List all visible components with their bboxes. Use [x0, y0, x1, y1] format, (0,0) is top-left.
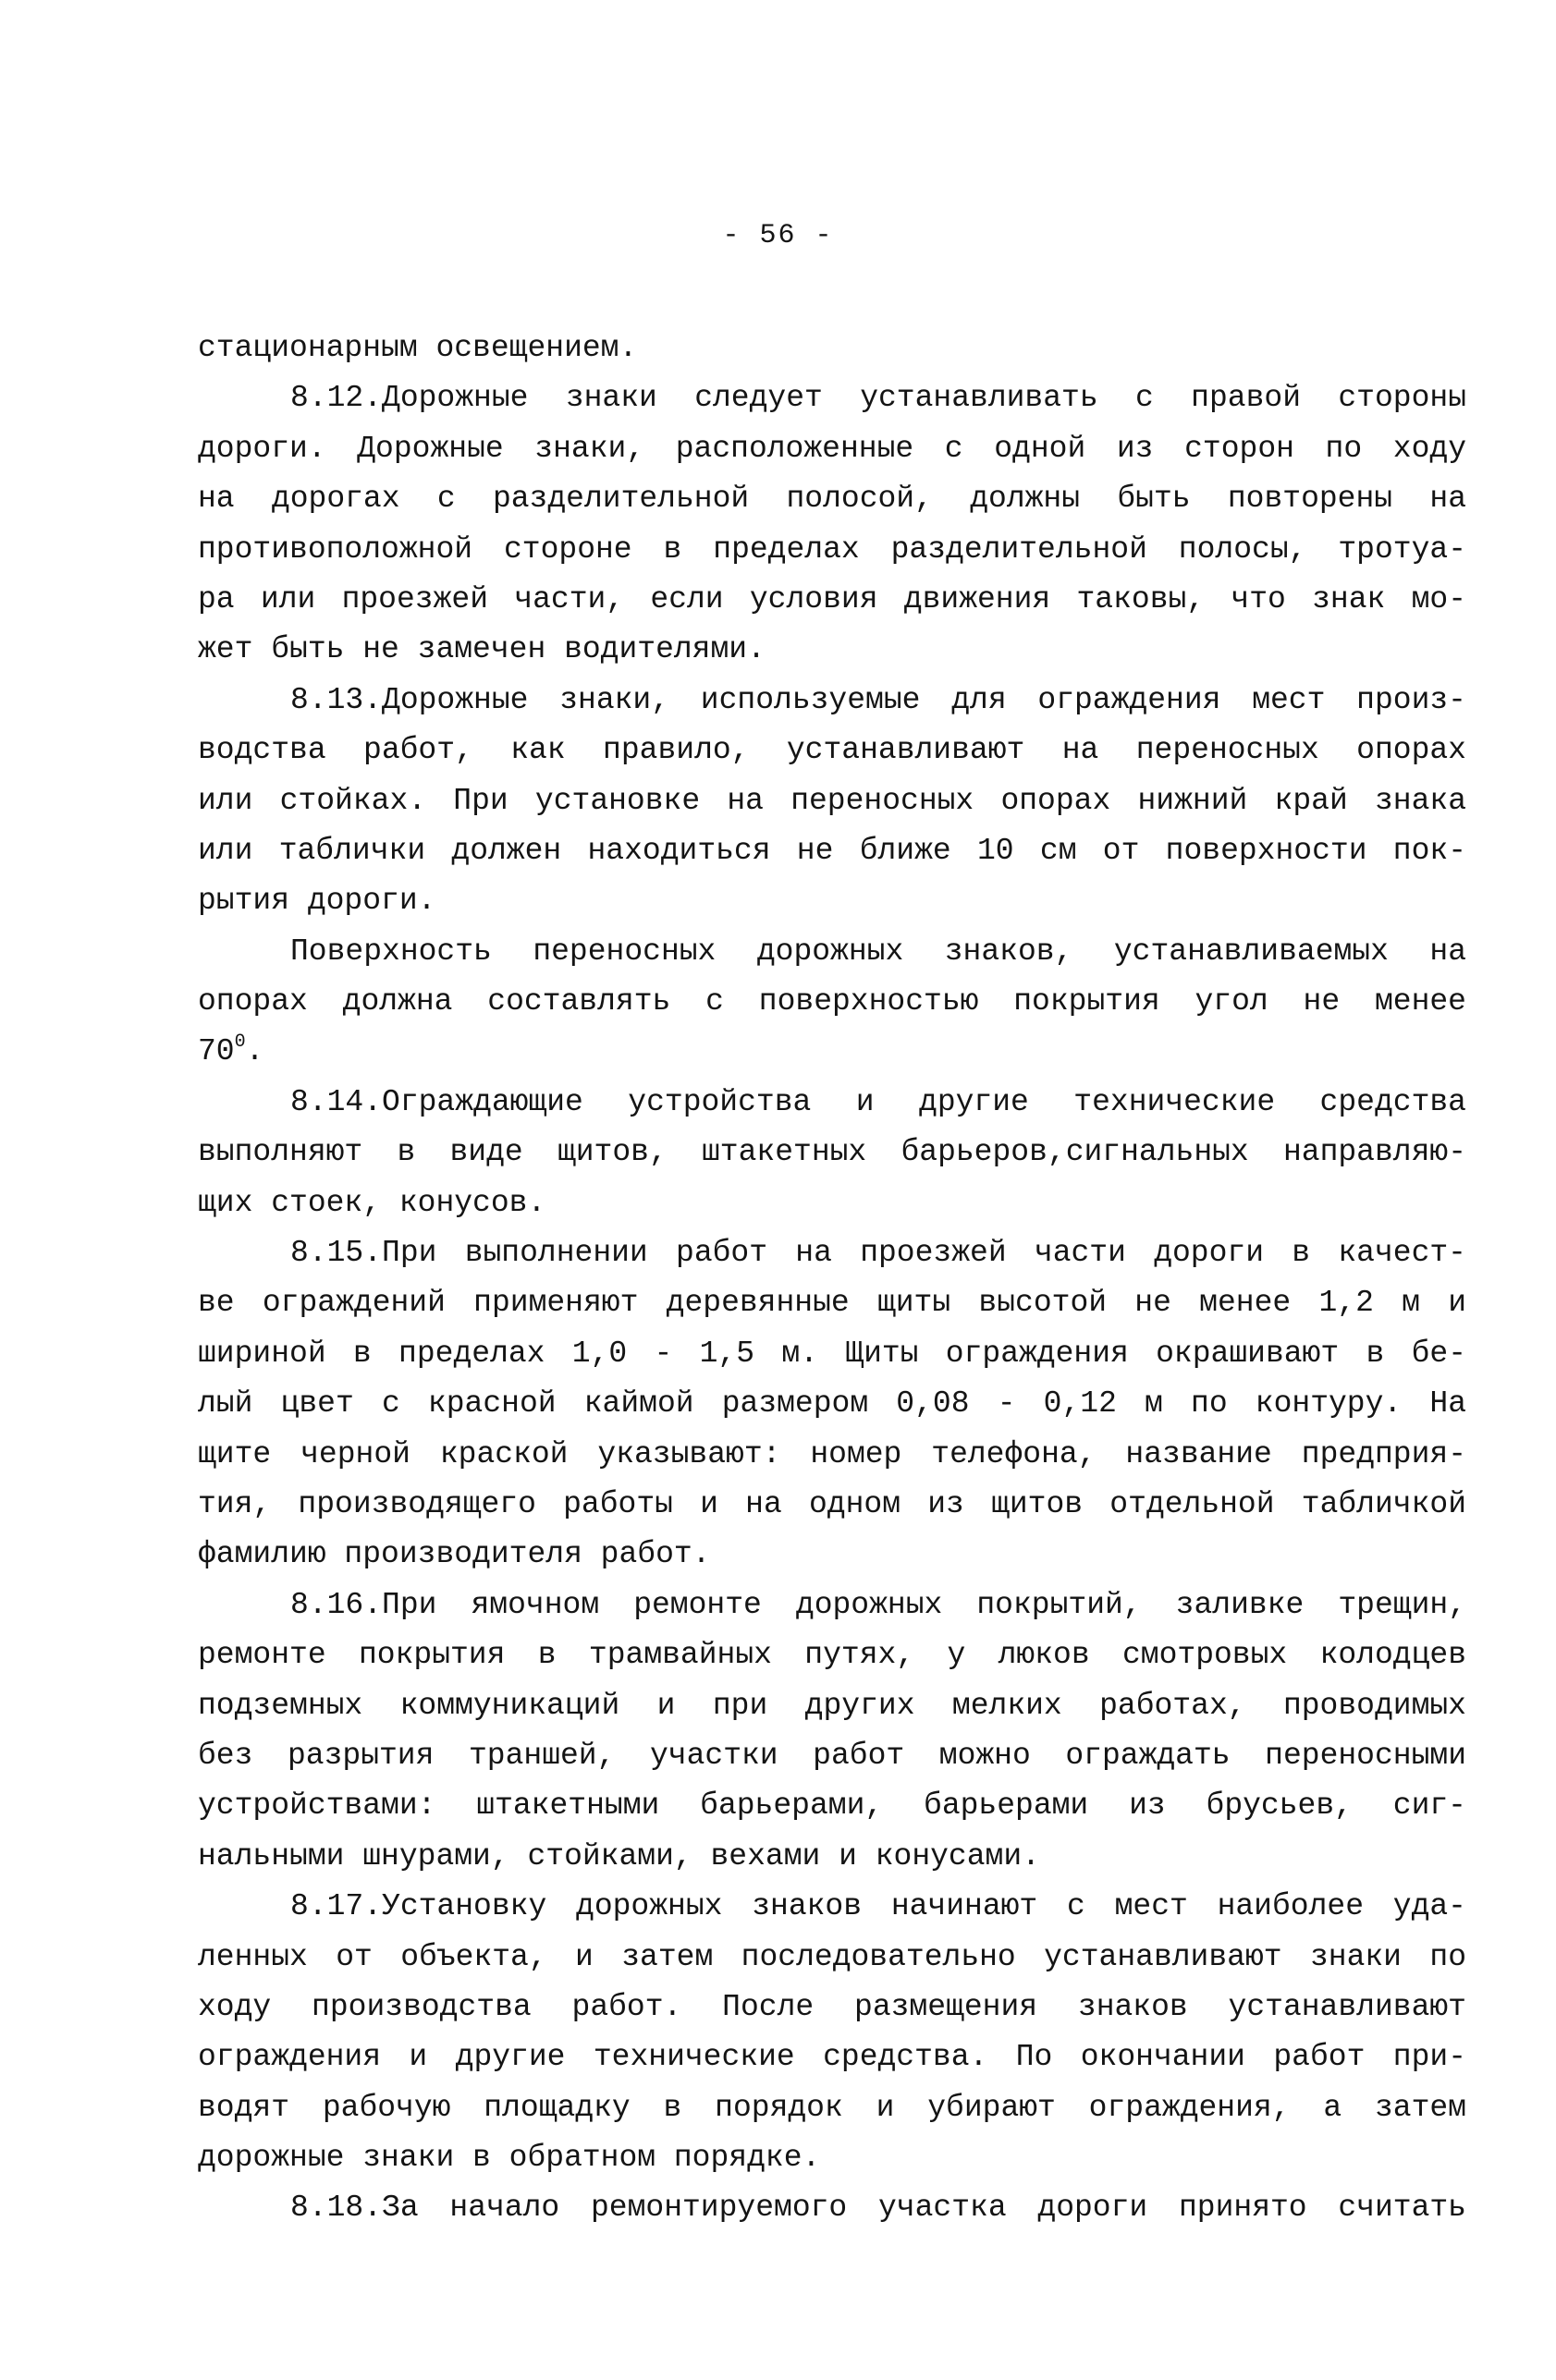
text-line: ра или проезжей части, если условия движения таковы, что знак мо- — [198, 581, 1466, 616]
paragraph-8-17-line: 8.17.Установку дорожных знаков начинают с мест наиболее уда- — [290, 1889, 1466, 1924]
text-line: рытия дороги. — [198, 884, 436, 919]
text-line: щих стоек, конусов. — [198, 1185, 546, 1220]
text-line: лый цвет с красной каймой размером 0,08 - 0,12 м по контуру. На — [198, 1386, 1466, 1422]
text-line: на дорогах с разделительной полосой, должны быть повторены на — [198, 482, 1466, 517]
paragraph-8-18-line: 8.18.За начало ремонтируемого участка дороги принято считать — [290, 2191, 1466, 2226]
text-line: ленных от объекта, и затем последовательно устанавливают знаки по — [198, 1939, 1466, 1974]
angle-value: 70 — [198, 1034, 235, 1069]
text-line: противоположной стороне в пределах разделительной полосы, тротуа- — [198, 531, 1466, 567]
angle-value-line — [198, 1027, 1466, 1077]
degree-superscript: 0 — [234, 1031, 246, 1054]
paragraph-surface-line: Поверхность переносных дорожных знаков, устанавливаемых на — [290, 934, 1466, 969]
text-line: нальными шнурами, стойками, вехами и конусами. — [198, 1838, 1040, 1873]
page-number: - 56 - — [722, 220, 834, 251]
text-line: щите черной краской указывают: номер телефона, название предприя- — [198, 1436, 1466, 1471]
paragraph-8-12-line: 8.12.Дорожные знаки следует устанавливать с правой стороны — [290, 381, 1466, 416]
text-line: ограждения и другие технические средства. По окончании работ при- — [198, 2040, 1466, 2075]
paragraph-8-14-line: 8.14.Ограждающие устройства и другие технические средства — [290, 1084, 1466, 1119]
text-line: жет быть не замечен водителями. — [198, 632, 766, 667]
text-line: ходу производства работ. После размещения знаков устанавливают — [198, 1989, 1466, 2024]
text-line: дорожные знаки в обратном порядке. — [198, 2141, 821, 2176]
text-line: подземных коммуникаций и при других мелких работах, проводимых — [198, 1688, 1466, 1723]
text-line: дороги. Дорожные знаки, расположенные с одной из сторон по ходу — [198, 431, 1466, 466]
text-line: ремонте покрытия в трамвайных путях, у люков смотровых колодцев — [198, 1638, 1466, 1673]
angle-period: . — [245, 1034, 264, 1069]
text-line: без разрытия траншей, участки работ можно ограждать переносными — [198, 1738, 1466, 1773]
paragraph-8-15-line: 8.15.При выполнении работ на проезжей части дороги в качест- — [290, 1236, 1466, 1271]
text-line: ве ограждений применяют деревянные щиты высотой не менее 1,2 м и — [198, 1286, 1466, 1321]
text-line: фамилию производителя работ. — [198, 1537, 711, 1572]
text-line: опорах должна составлять с поверхностью покрытия угол не менее — [198, 984, 1466, 1019]
text-line: тия, производящего работы и на одном из щитов отдельной табличкой — [198, 1486, 1466, 1521]
text-line: или стойках. При установке на переносных опорах нижний край знака — [198, 783, 1466, 818]
text-line: или таблички должен находиться не ближе 10 см от поверхности пок- — [198, 833, 1466, 868]
body-text — [198, 323, 1466, 2234]
text-line: водят рабочую площадку в порядок и убирают ограждения, а затем — [198, 2090, 1466, 2125]
paragraph-8-13-line: 8.13.Дорожные знаки, используемые для ограждения мест произ- — [290, 682, 1466, 717]
paragraph-8-16-line: 8.16.При ямочном ремонте дорожных покрытий, заливке трещин, — [290, 1587, 1466, 1622]
text-line: водства работ, как правило, устанавливают на переносных опорах — [198, 733, 1466, 768]
text-line: стационарным освещением. — [198, 331, 638, 365]
text-line: устройствами: штакетными барьерами, барьерами из брусьев, сиг- — [198, 1788, 1466, 1824]
text-line: выполняют в виде щитов, штакетных барьеров,сигнальных направляю- — [198, 1135, 1466, 1170]
text-line: шириной в пределах 1,0 - 1,5 м. Щиты ограждения окрашивают в бе- — [198, 1336, 1466, 1371]
